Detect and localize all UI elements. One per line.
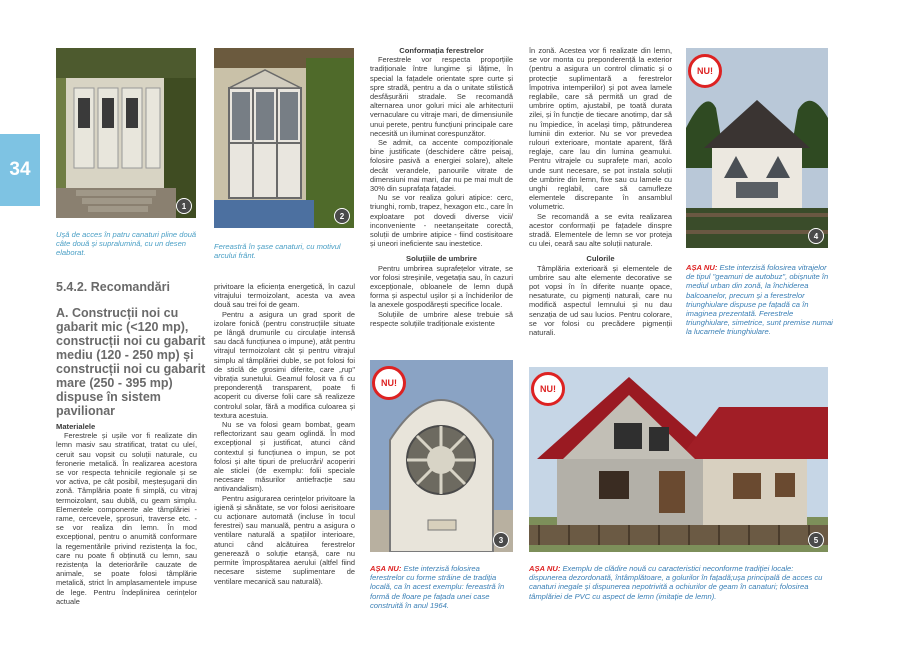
col1-subtitle: Materialele xyxy=(56,422,96,431)
col3-paragraph-3: Nu se vor realiza goluri atipice: cerc, triunghi, romb, trapez, hexagon etc., care în exploatare pot dovedi diverse vicii/ inconveniente - neetanșeitate corectă, soluții de umbrire atipice - fiind costisitoare și uneori ineficiente sau inestetice. xyxy=(370,193,513,249)
warning-badge-5: NU! xyxy=(531,372,565,406)
caption-5-label: AȘA NU: xyxy=(529,564,561,573)
section-heading: A. Construcții noi cu gabarit mic (<120 mp), construcții noi cu gabarit mediu (120 - 250 mp) și construcții noi cu gabarit mare (250 - 395 mp) dispuse în sistem pavilionar xyxy=(56,306,206,418)
col2-paragraph-1: privitoare la eficiența energetică, în cazul vitrajului termoizolant, acesta va avea două sau trei foi de geam. xyxy=(214,282,355,310)
col3-subtitle-2: Soluțiile de umbrire xyxy=(406,254,477,264)
caption-4-text: Este interzisă folosirea vitrajelor de tipul "geamuri de autobuz", obișnuite în mediul urban din zonă, la închiderea balcoanelor, precum și a ferestrelor triunghiulare dispuse pe fațadă ca în imaginea prezentată. Ferestrele triunghiulare, simetrice, sunt premise numai la lucarnele triunghiulare. xyxy=(686,263,833,337)
col1-text: Ferestrele și ușile vor fi realizate din lemn masiv sau stratificat, tratat cu uleí, ceruit sau vopsit cu soluții naturale, cu feronerie metalică. În realizarea acestora se vor respecta tehnicile regionale și se vor activa, pe cât posibil, meșteșugarii din zonă. Tâmplăria poate fi simplă, cu vitraj termoizolant, sau dublă, cu geam simplu. Elementele componente ale tâmplăriei - rame, cercevele, șprosuri, traverse etc. - se vor realiza din lemn. În mod excepțional, pentru o anumită conformare la regementările privind rezistența la foc, care nu poate fi obținută cu lemn, sau rezistența la deteriorările cauzate de animale, se poate folosi tâmplărie metalică, strict în amplasamentele impuse de lege. Pentru îndeplinirea cerințelor actuale xyxy=(56,431,197,606)
photo-number-5: 5 xyxy=(808,532,824,548)
caption-3-label: AȘA NU: xyxy=(370,564,402,573)
photo-number-2: 2 xyxy=(334,208,350,224)
caption-3-text: Este interzisă folosirea ferestrelor cu forme străine de tradiția locală, ca în acest exemplu: fereastră în formă de floare pe fațada unei case construită în anul 1964. xyxy=(370,564,505,610)
col4-paragraph-2: Se recomandă a se evita realizarea acestor conformații pe fațadele dinspre stradă. Elementele de lemn se vor proteja cu ulei, ceară sau alte soluții naturale. xyxy=(529,211,672,249)
col2-paragraph-3: Nu se va folosi geam bombat, geam reflectorizant sau geam oglindă. În mod excepțional și justificat, atunci când contextul și funcțiunea o impun, se pot folosi și alte tipuri de prelucrări/ acoperiri ale sticlei (de exemplu: folii speciale necesare măsurilor antiefracție sau antivandalism). xyxy=(214,420,355,494)
col2-paragraph-4: Pentru asigurarea cerințelor privitoare la igienă și sănătate, se vor folosi aerisitoare cu acționare automată (incluse în tocul ferestrei) sau manuală, pentru a asigura o ventilare naturală a spațiilor interioare, atunci când alcătuirea ferestrelor generează o soluție etanșă, care nu permite împrospătarea aerului (altfel fiind necesare sisteme suplimentare de ventilare mecanică sau naturală). xyxy=(214,493,355,586)
page-number: 34 xyxy=(9,159,31,180)
warning-badge-3: NU! xyxy=(372,366,406,400)
column-1 xyxy=(56,422,197,606)
photo-door xyxy=(56,48,196,218)
col2-paragraph-2: Pentru a asigura un grad sporit de izolare fonică (pentru construcțiile situate pe lângă drumurile cu circulație intensă sau dacă funcțiunea o impune), atât pentru vitrajul termoizolant cât și pentru vitrajul simplu al tâmplăriei duble, se pot folosi foi de sticlă de grosimi diferite, care „rup" vibrația sunetului. Geamul folosit va fi cu preponderență transparent, poate fi acoperit cu diverse folii care să realizeze controlul solar, fără a modifica culoarea și textura acestuia. xyxy=(214,309,355,420)
col4-paragraph-3: Tâmplăria exterioară și elementele de umbrire sau alte elemente decorative se pot vopsi în în diferite nuanțe opace, nesaturate, cu pigmenți naturali, care nu modifică aspectul lemnului și nu dau senzația de ud sau lucios. Pentru colorare, se vor folosi cu precădere pigmenții naturali. xyxy=(529,263,672,338)
col4-subtitle: Culorile xyxy=(586,254,615,264)
col3-paragraph-4: Pentru umbrirea suprafețelor vitrate, se vor folosi streșinile, vegetația sau, în cazuri excepționale, obloanele de lemn după forma și aspectul ușilor și a închiderilor de la anexele gospodărești specifice locale. xyxy=(370,263,513,310)
col3-paragraph-5: Soluțiile de umbrire alese trebuie să respecte soluțiile tradiționale existente xyxy=(370,309,513,328)
photo-new-house xyxy=(529,367,828,552)
caption-4-label: AȘA NU: xyxy=(686,263,718,272)
page-number-tab xyxy=(0,134,40,206)
photo-number-4: 4 xyxy=(808,228,824,244)
col3-paragraph-2: Se admit, ca accente compoziționale bine justificate (deschidere către peisaj, folosire pasivă a energiei solare), altele decât verandele, panourile vitrate de dimensiuni mai mari, dar nu pe mai mult de 30% din suprafața fațadei. xyxy=(370,138,513,194)
new-house-image xyxy=(529,367,828,552)
column-4 xyxy=(529,46,672,337)
caption-3 xyxy=(370,564,516,610)
warning-badge-4: NU! xyxy=(688,54,722,88)
photo-window xyxy=(214,48,354,228)
col3-paragraph-1: Ferestrele vor respecta proporțiile tradiționale între lungime și lățime, în special la fațadele orientate spre curte și spre stradă, pentru a da o unitate stilistică desfășurării stradale. Se recomandă alternarea unor goluri mici ale arhitecturii vernaculare cu vitraje mari, de dimensiunile unui perete, pentru funcțiuni principale care necesită un iluminat corespunzător. xyxy=(370,55,513,138)
col3-subtitle-1: Conformația ferestrelor xyxy=(399,46,484,55)
caption-5 xyxy=(529,564,831,601)
caption-5-text: Exemplu de clădire nouă cu caracteristici neconforme tradiției locale: dispunerea dezordonată, întâmplătoare, a golurilor în fațadă;ușa principală de acces cu canaturi inegale și dispunerea nepotrivită a ochiurilor de geam în canaturi; folosirea tâmplăriei de PVC cu aspect de lemn (imitație de lemn). xyxy=(529,564,823,601)
section-title: 5.4.2. Recomandări xyxy=(56,280,170,294)
caption-4 xyxy=(686,263,834,337)
window-image xyxy=(214,48,354,228)
photo-number-1: 1 xyxy=(176,198,192,214)
photo-number-3: 3 xyxy=(493,532,509,548)
caption-1: Ușă de acces în patru canaturi pline două câte două și supralumină, cu un desen elaborat. xyxy=(56,230,197,258)
column-2 xyxy=(214,282,355,586)
column-3 xyxy=(370,46,513,328)
caption-2: Fereastră în șase canaturi, cu motivul arcului frânt. xyxy=(214,242,341,261)
door-image xyxy=(56,48,196,218)
col4-paragraph-1: în zonă. Acestea vor fi realizate din lemn, se vor monta cu preponderență la exterior (pentru a asigura un control climatic și o protecție suplimentară a ferestrelor împotriva intemperiilor) și pot avea lamele reglabile, care să permită un grad de umbrire optim, ajustabil, pe toată durata zilei, și în funcție de tiecare anotimp, dar să nu împiedice, în același timp, pătrunderea luminii din exterior. Nu se vor prevedea rulouri exterioare, montate aparent, fără reglaje, care lau din lumina geamului. Pentru vitrajele cu suprafețe mari, acolo unde sunt necesare, se pot instala soluții de umbrire din lemn, fixe sau cu lamele cu unghi reglabil, care să camufleze elementele discrepante în ansamblul volumetric. xyxy=(529,46,672,212)
